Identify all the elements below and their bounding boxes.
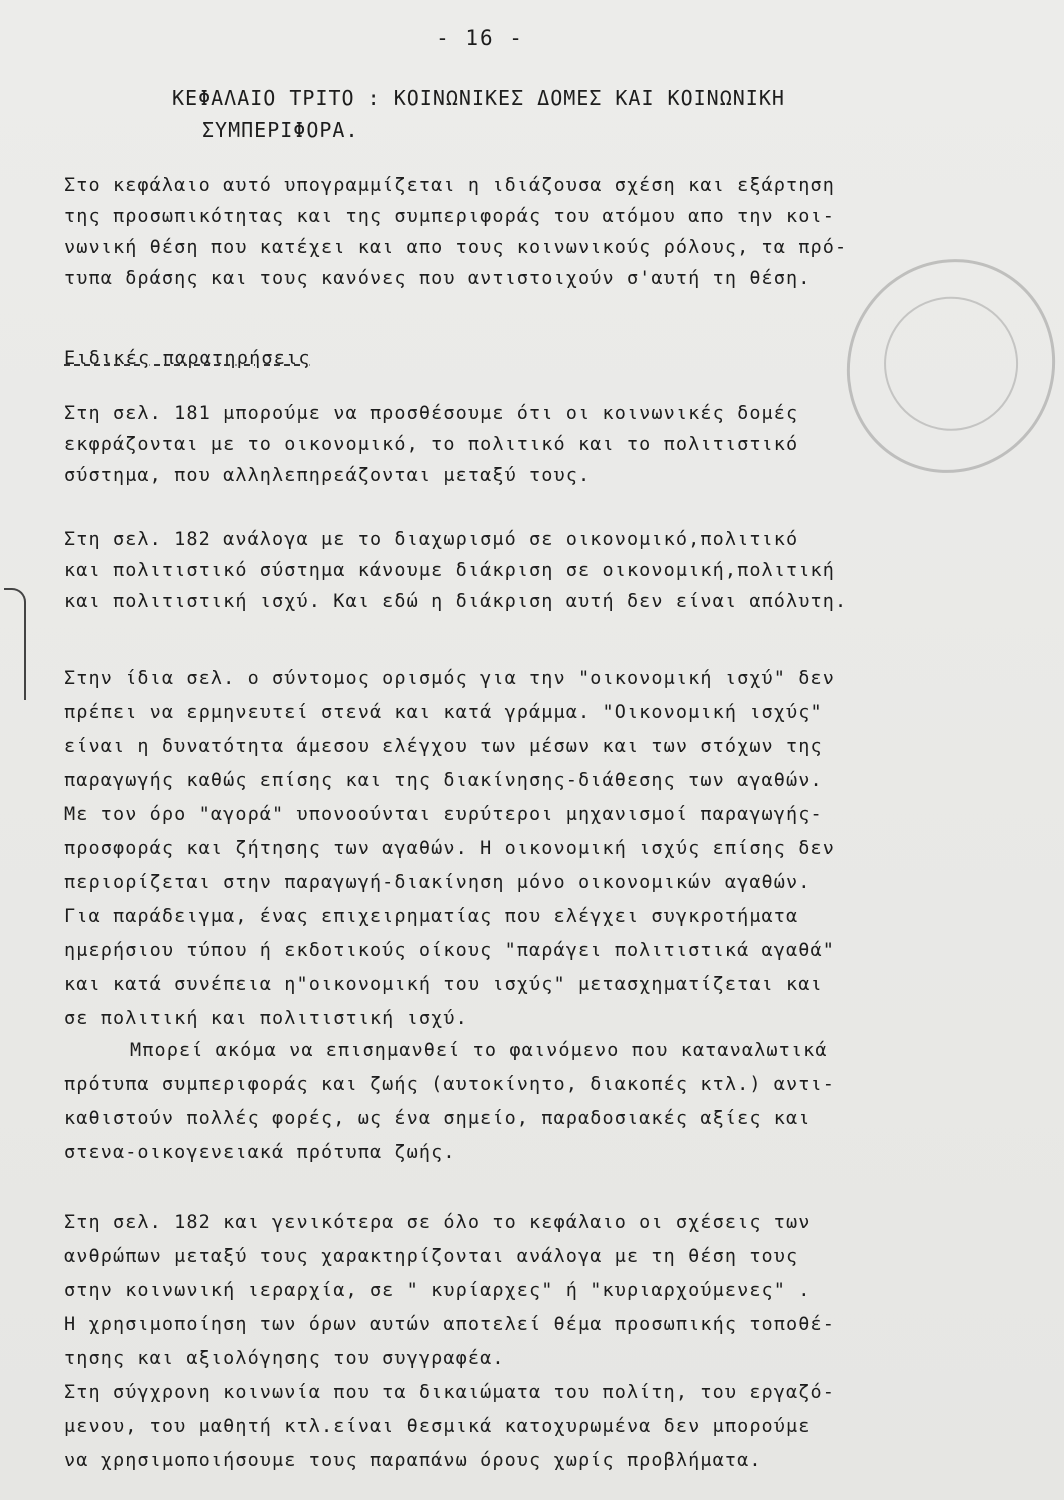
text-line: Στη σελ. 181 μπορούμε να προσθέσουμε ότι οι κοινωνικές δομές (64, 403, 799, 424)
intro-paragraph (64, 170, 994, 294)
text-line: νωνική θέση που κατέχει και απο τους κοινωνικούς ρόλους, τα πρό- (64, 237, 848, 258)
text-line: μενου, του μαθητή κτλ.είναι θεσμικά κατοχυρωμένα δεν μπορούμε (64, 1416, 811, 1437)
text-line: τυπα δράσης και τους κανόνες που αντιστοιχούν σ'αυτή τη θέση. (64, 268, 811, 289)
text-line: Με τον όρο "αγορά" υπονοούνται ευρύτεροι μηχανισμοί παραγωγής- (64, 804, 823, 825)
text-line: Στη σελ. 182 και γενικότερα σε όλο το κεφάλαιο οι σχέσεις των (64, 1212, 811, 1233)
text-line: πρότυπα συμπεριφοράς και ζωής (αυτοκίνητο, διακοπές κτλ.) αντι- (64, 1074, 835, 1095)
text-line: σύστημα, που αλληλεπηρεάζονται μεταξύ τους. (64, 465, 591, 486)
chapter-title-line-1: ΚΕΦΑΛΑΙΟ ΤΡΙΤΟ : ΚΟΙΝΩΝΙΚΕΣ ΔΟΜΕΣ ΚΑΙ ΚΟΙΝΩΝΙΚΗ (172, 86, 785, 110)
text-line: της προσωπικότητας και της συμπεριφοράς του ατόμου απο την κοι- (64, 206, 835, 227)
paragraph-p182c (64, 1034, 994, 1170)
text-line: Στην ίδια σελ. ο σύντομος ορισμός για την "οικονομική ισχύ" δεν (64, 668, 835, 689)
text-line: στην κοινωνική ιεραρχία, σε " κυρίαρχες" ή "κυριαρχούμενες" . (64, 1280, 811, 1301)
text-line: Στο κεφάλαιο αυτό υπογραμμίζεται η ιδιάζουσα σχέση και εξάρτηση (64, 175, 835, 196)
text-line: Για παράδειγμα, ένας επιχειρηματίας που ελέγχει συγκροτήματα (64, 906, 799, 927)
text-line: στενα-οικογενειακά πρότυπα ζωής. (64, 1142, 456, 1163)
chapter-title-line-2: ΣΥΜΠΕΡΙΦΟΡΑ. (202, 118, 359, 142)
text-line: Μπορεί ακόμα να επισημανθεί το φαινόμενο που καταναλωτικά (130, 1040, 828, 1061)
text-line: τησης και αξιολόγησης του συγγραφέα. (64, 1348, 505, 1369)
text-line: είναι η δυνατότητα άμεσου ελέγχου των μέσων και των στόχων της (64, 736, 823, 757)
paragraph-p181 (64, 398, 994, 491)
paragraph-p182d (64, 1206, 994, 1478)
text-line: Στη σύγχρονη κοινωνία που τα δικαιώματα του πολίτη, του εργαζό- (64, 1382, 835, 1403)
text-line: και πολιτιστικό σύστημα κάνουμε διάκριση σε οικονομική,πολιτική (64, 560, 835, 581)
margin-bracket-mark (4, 588, 26, 700)
text-line: περιορίζεται στην παραγωγή-διακίνηση μόνο οικονομικών αγαθών. (64, 872, 811, 893)
text-line: εκφράζονται με το οικονομικό, το πολιτικό και το πολιτιστικό (64, 434, 799, 455)
text-line: Στη σελ. 182 ανάλογα με το διαχωρισμό σε οικονομικό,πολιτικό (64, 529, 799, 550)
chapter-title (172, 82, 892, 146)
text-line: ημερήσιου τύπου ή εκδοτικούς οίκους "παράγει πολιτιστικά αγαθά" (64, 940, 835, 961)
text-line: και πολιτιστική ισχύ. Και εδώ η διάκριση αυτή δεν είναι απόλυτη. (64, 591, 848, 612)
text-line: προσφοράς και ζήτησης των αγαθών. Η οικονομική ισχύς επίσης δεν (64, 838, 835, 859)
text-line: Η χρησιμοποίηση των όρων αυτών αποτελεί θέμα προσωπικής τοποθέ- (64, 1314, 835, 1335)
text-line: ανθρώπων μεταξύ τους χαρακτηρίζονται ανάλογα με τη θέση τους (64, 1246, 799, 1267)
paragraph-p182a (64, 524, 994, 617)
section-heading: Ειδικές παρατηρήσεις (64, 348, 311, 369)
text-line: και κατά συνέπεια η"οικονομική του ισχύς" μετασχηματίζεται και (64, 974, 823, 995)
page-number: - 16 - (436, 26, 524, 50)
text-line: καθιστούν πολλές φορές, ως ένα σημείο, παραδοσιακές αξίες και (64, 1108, 811, 1129)
text-line: να χρησιμοποιήσουμε τους παραπάνω όρους χωρίς προβλήματα. (64, 1450, 762, 1471)
paragraph-p182b (64, 662, 994, 1036)
text-line: παραγωγής καθώς επίσης και της διακίνησης-διάθεσης των αγαθών. (64, 770, 823, 791)
text-line: σε πολιτική και πολιτιστική ισχύ. (64, 1008, 468, 1029)
text-line: πρέπει να ερμηνευτεί στενά και κατά γράμμα. "Οικονομική ισχύς" (64, 702, 823, 723)
